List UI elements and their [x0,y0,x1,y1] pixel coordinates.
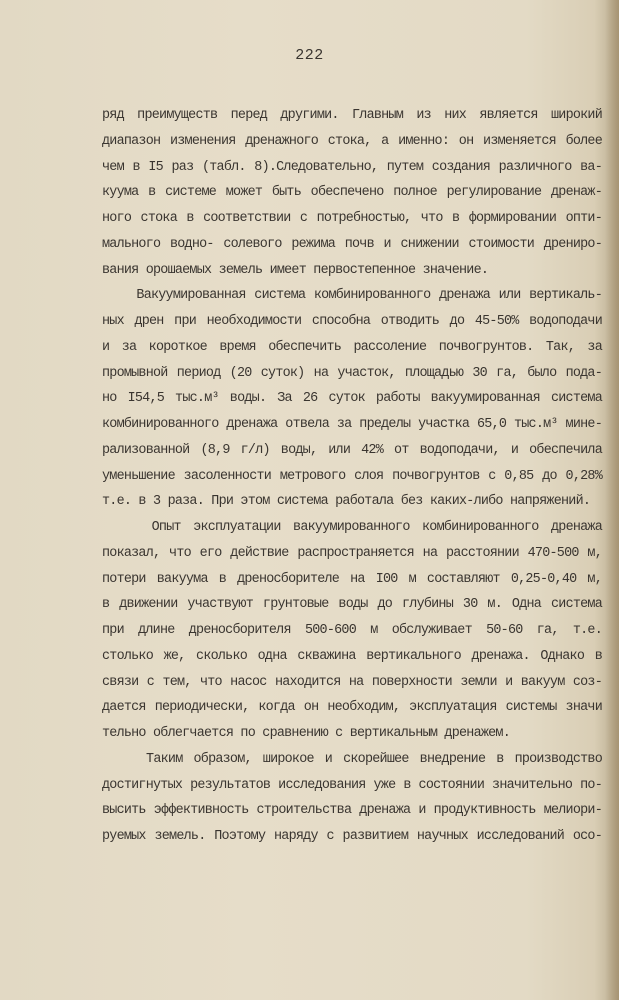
text-line: ных дрен при необходимости способна отводить до 45-50% водоподачи [102,314,602,329]
text-line: дается периодически, когда он необходим, эксплуатация системы значи [102,700,602,716]
body-text [102,103,602,850]
text-line: мального водно- солевого режима почв и снижении стоимости дрениро- [102,236,602,252]
text-line: но I54,5 тыс.м³ воды. За 26 суток работы вакуумированная система [102,391,602,407]
text-line: в движении участвуют грунтовые воды до глубины 30 м. Одна система [102,597,602,613]
text-line: достигнутых результатов исследования уже в состоянии значительно по- [102,777,602,793]
text-line: руемых земель. Поэтому наряду с развитием научных исследований осо- [102,829,602,844]
text-line: комбинированного дренажа отвела за пределы участка 65,0 тыс.м³ мине- [102,417,602,432]
page-number: 222 [295,47,324,64]
text-line: ряд преимуществ перед другими. Главным из них является широкий [102,108,602,123]
text-line: потери вакуума в дреносборителе на I00 м составляют 0,25-0,40 м, [102,571,602,587]
text-line: тельно облегчается по сравнению с вертикальным дренажем. [102,726,510,741]
text-line: Таким образом, широкое и скорейшее внедрение в производство [102,751,602,767]
text-line: высить эффективность строительства дренажа и продуктивность мелиори- [102,803,602,819]
text-line: рализованной (8,9 г/л) воды, или 42% от водоподачи, и обеспечила [102,442,602,458]
text-line: связи с тем, что насос находится на поверхности земли и вакуум соз- [102,674,602,690]
text-line: промывной период (20 суток) на участок, площадью 30 га, было пода- [102,365,602,381]
text-line: вания орошаемых земель имеет первостепенное значение. [102,262,489,278]
text-line: Опыт эксплуатации вакуумированного комбинированного дренажа [102,520,602,535]
page-edge-shadow [605,0,619,1000]
text-line: столько же, сколько одна скважина вертикального дренажа. Однако в [102,648,602,664]
text-line: Вакуумированная система комбинированного дренажа или вертикаль- [102,288,602,304]
text-line: т.е. в 3 раза. При этом система работала без каких-либо напряжений. [102,494,591,510]
text-line: диапазон изменения дренажного стока, а именно: он изменяется более [102,133,602,149]
text-line: ного стока в соответствии с потребностью, что в формировании опти- [102,211,602,226]
text-line: чем в I5 раз (табл. 8).Следовательно, путем создания различного ва- [102,159,602,175]
text-line: и за короткое время обеспечить рассоление почвогрунтов. Так, за [102,339,602,355]
text-line: показал, что его действие распространяется на расстоянии 470-500 м, [102,545,602,561]
text-line: уменьшение засоленности метрового слоя почвогрунтов с 0,85 до 0,28% [102,468,602,484]
text-line: при длине дреносборителя 500-600 м обслуживает 50-60 га, т.е. [102,623,602,638]
text-line: куума в системе может быть обеспечено полное регулирование дренаж- [102,185,602,201]
